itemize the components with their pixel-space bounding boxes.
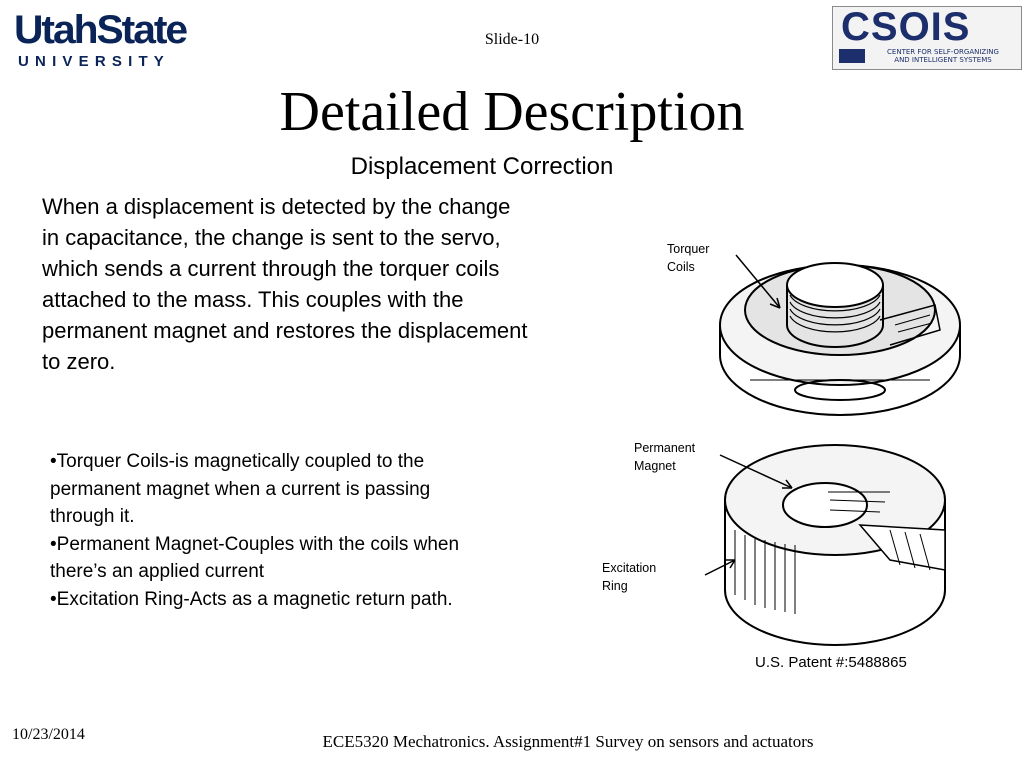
- slide-subtitle: Displacement Correction: [350, 153, 614, 180]
- intro-paragraph: When a displacement is detected by the change in capacitance, the change is sent to the servo, which sends a current through the torquer coils attached to the mass. This couples with the permanent magnet and restores the displacement to zero.: [42, 194, 528, 374]
- patent-caption: U.S. Patent #:5488865: [755, 654, 907, 671]
- utah-state-logo: [14, 8, 200, 72]
- bullet-torquer-coils: •Torquer Coils-is magnetically coupled to the permanent magnet when a current is passing through it.: [50, 451, 431, 527]
- torquer-coils-label: Torquer Coils: [667, 242, 710, 274]
- csois-subtext: CENTER FOR SELF-ORGANIZING AND INTELLIGENT SYSTEMS: [887, 48, 999, 64]
- logo-wordmark: UtahState: [14, 8, 187, 52]
- slide-number: Slide-10: [484, 31, 540, 48]
- bullet-excitation-ring: •Excitation Ring-Acts as a magnetic return path.: [50, 588, 453, 610]
- slide-date: 10/23/2014: [12, 726, 85, 743]
- slide-title: Detailed Description: [279, 81, 745, 143]
- excitation-ring-label: Excitation Ring: [602, 561, 657, 593]
- csois-logo: [832, 6, 1022, 70]
- torquer-coil-drawing: [720, 263, 960, 415]
- bullet-list: [50, 448, 490, 613]
- logo-subtext: UNIVERSITY: [18, 53, 171, 70]
- bullet-permanent-magnet: •Permanent Magnet-Couples with the coils when there’s an applied current: [50, 533, 460, 582]
- footer-text: ECE5320 Mechatronics. Assignment#1 Survey on sensors and actuators: [322, 732, 814, 751]
- logo-bar: [839, 49, 865, 63]
- magnet-ring-drawing: [725, 445, 945, 645]
- csois-wordmark: CSOIS: [841, 5, 971, 49]
- permanent-magnet-label: Permanent Magnet: [634, 441, 696, 473]
